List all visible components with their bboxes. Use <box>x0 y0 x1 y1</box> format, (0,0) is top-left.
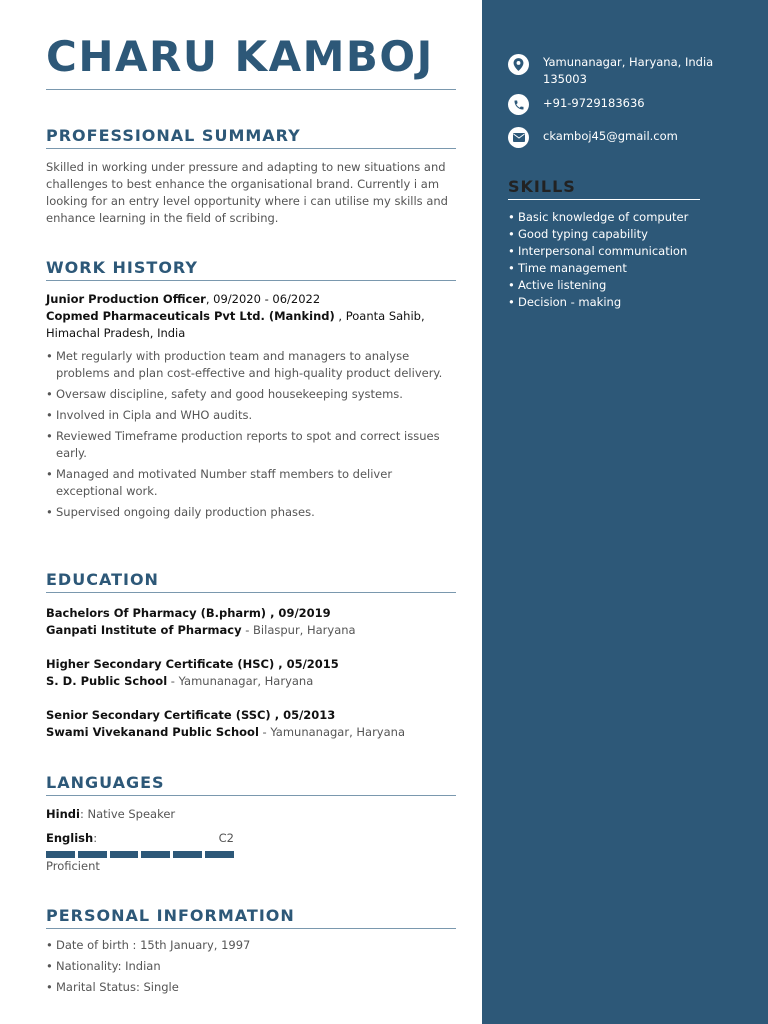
skill-item: • Basic knowledge of computer <box>508 209 688 226</box>
languages-section <box>46 773 456 875</box>
job-bullet: • Involved in Cipla and WHO audits. <box>46 407 456 424</box>
skill-item: • Decision - making <box>508 294 688 311</box>
language-hindi-label: Hindi <box>46 807 80 821</box>
section-title-skills: SKILLS <box>508 177 700 200</box>
sidebar <box>482 0 768 1024</box>
skill-item: • Time management <box>508 260 688 277</box>
job-bullet: • Oversaw discipline, safety and good housekeeping systems. <box>46 386 456 403</box>
language-english-level: Proficient <box>46 859 100 873</box>
address-line1: Yamunanagar, Haryana, India <box>543 55 714 69</box>
contact-address <box>508 54 743 88</box>
location-pin-icon <box>508 54 529 75</box>
job-bullets <box>46 348 456 521</box>
education-place: - Yamunanagar, Haryana <box>167 674 314 688</box>
education-school-line <box>46 622 456 639</box>
education-degree: Higher Secondary Certificate (HSC) , 05/2015 <box>46 657 339 671</box>
section-title-work: WORK HISTORY <box>46 258 456 281</box>
education-section <box>46 570 456 758</box>
language-level-segment <box>173 851 202 858</box>
education-degree: Senior Secondary Certificate (SSC) , 05/2013 <box>46 708 336 722</box>
language-level-segment <box>110 851 139 858</box>
language-level-segment <box>78 851 107 858</box>
skills-list <box>508 209 688 311</box>
candidate-name: CHARU KAMBOJ <box>46 32 434 81</box>
summary-text: Skilled in working under pressure and adapting to new situations and challenges to best enhance the organisational brand. Currently i am looking for an entry level opportunity where i can utilise my skills and enhance learning in the field of scribing. <box>46 160 448 225</box>
email-address: ckamboj45@gmail.com <box>543 129 678 143</box>
education-school: Ganpati Institute of Pharmacy <box>46 623 242 637</box>
email-icon <box>508 127 529 148</box>
section-title-personal: PERSONAL INFORMATION <box>46 906 456 929</box>
section-title-summary: PROFESSIONAL SUMMARY <box>46 126 456 149</box>
education-item <box>46 707 456 741</box>
education-item <box>46 656 456 690</box>
job-location: , Poanta Sahib, Himachal Pradesh, India <box>46 309 425 340</box>
contact-email <box>508 127 743 148</box>
language-english-colon: : <box>93 831 98 845</box>
job-company: Copmed Pharmaceuticals Pvt Ltd. (Mankind) <box>46 309 335 323</box>
job-bullet: • Supervised ongoing daily production phases. <box>46 504 456 521</box>
name-divider <box>46 89 456 90</box>
skill-item: • Interpersonal communication <box>508 243 688 260</box>
job-role: Junior Production Officer <box>46 292 206 306</box>
education-item <box>46 605 456 639</box>
education-place: - Bilaspur, Haryana <box>241 623 356 637</box>
job-bullet: • Reviewed Timeframe production reports to spot and correct issues early. <box>46 428 456 462</box>
language-english <box>46 830 234 847</box>
education-list <box>46 605 456 741</box>
personal-item: • Marital Status: Single <box>46 979 456 996</box>
work-section <box>46 258 456 525</box>
job-dates: , 09/2020 - 06/2022 <box>205 292 321 306</box>
phone-number: +91-9729183636 <box>543 96 645 110</box>
education-school-line <box>46 724 456 741</box>
education-school-line <box>46 673 456 690</box>
language-english-level-bar <box>46 851 234 858</box>
job-company-line <box>46 308 456 342</box>
section-title-education: EDUCATION <box>46 570 456 593</box>
language-level-segment <box>205 851 234 858</box>
personal-item: • Date of birth : 15th January, 1997 <box>46 937 456 954</box>
contact-phone <box>508 94 743 115</box>
job-bullet: • Met regularly with production team and managers to analyse problems and plan cost-effective and high-quality product delivery. <box>46 348 456 382</box>
language-hindi-level: : Native Speaker <box>79 807 176 821</box>
language-english-code: C2 <box>218 831 234 845</box>
education-degree: Bachelors Of Pharmacy (B.pharm) , 09/2019 <box>46 606 331 620</box>
section-title-languages: LANGUAGES <box>46 773 456 796</box>
personal-list <box>46 937 456 996</box>
language-hindi <box>46 806 456 823</box>
skill-item: • Good typing capability <box>508 226 688 243</box>
education-place: - Yamunanagar, Haryana <box>258 725 405 739</box>
address-line2: 135003 <box>543 72 587 86</box>
personal-section <box>46 906 456 1000</box>
education-school: Swami Vivekanand Public School <box>46 725 259 739</box>
education-school: S. D. Public School <box>46 674 168 688</box>
skill-item: • Active listening <box>508 277 688 294</box>
summary-section <box>46 126 456 227</box>
job-bullet: • Managed and motivated Number staff members to deliver exceptional work. <box>46 466 456 500</box>
personal-item: • Nationality: Indian <box>46 958 456 975</box>
language-level-segment <box>46 851 75 858</box>
language-english-label: English <box>46 831 94 845</box>
job-header <box>46 291 456 308</box>
language-level-segment <box>141 851 170 858</box>
phone-icon <box>508 94 529 115</box>
